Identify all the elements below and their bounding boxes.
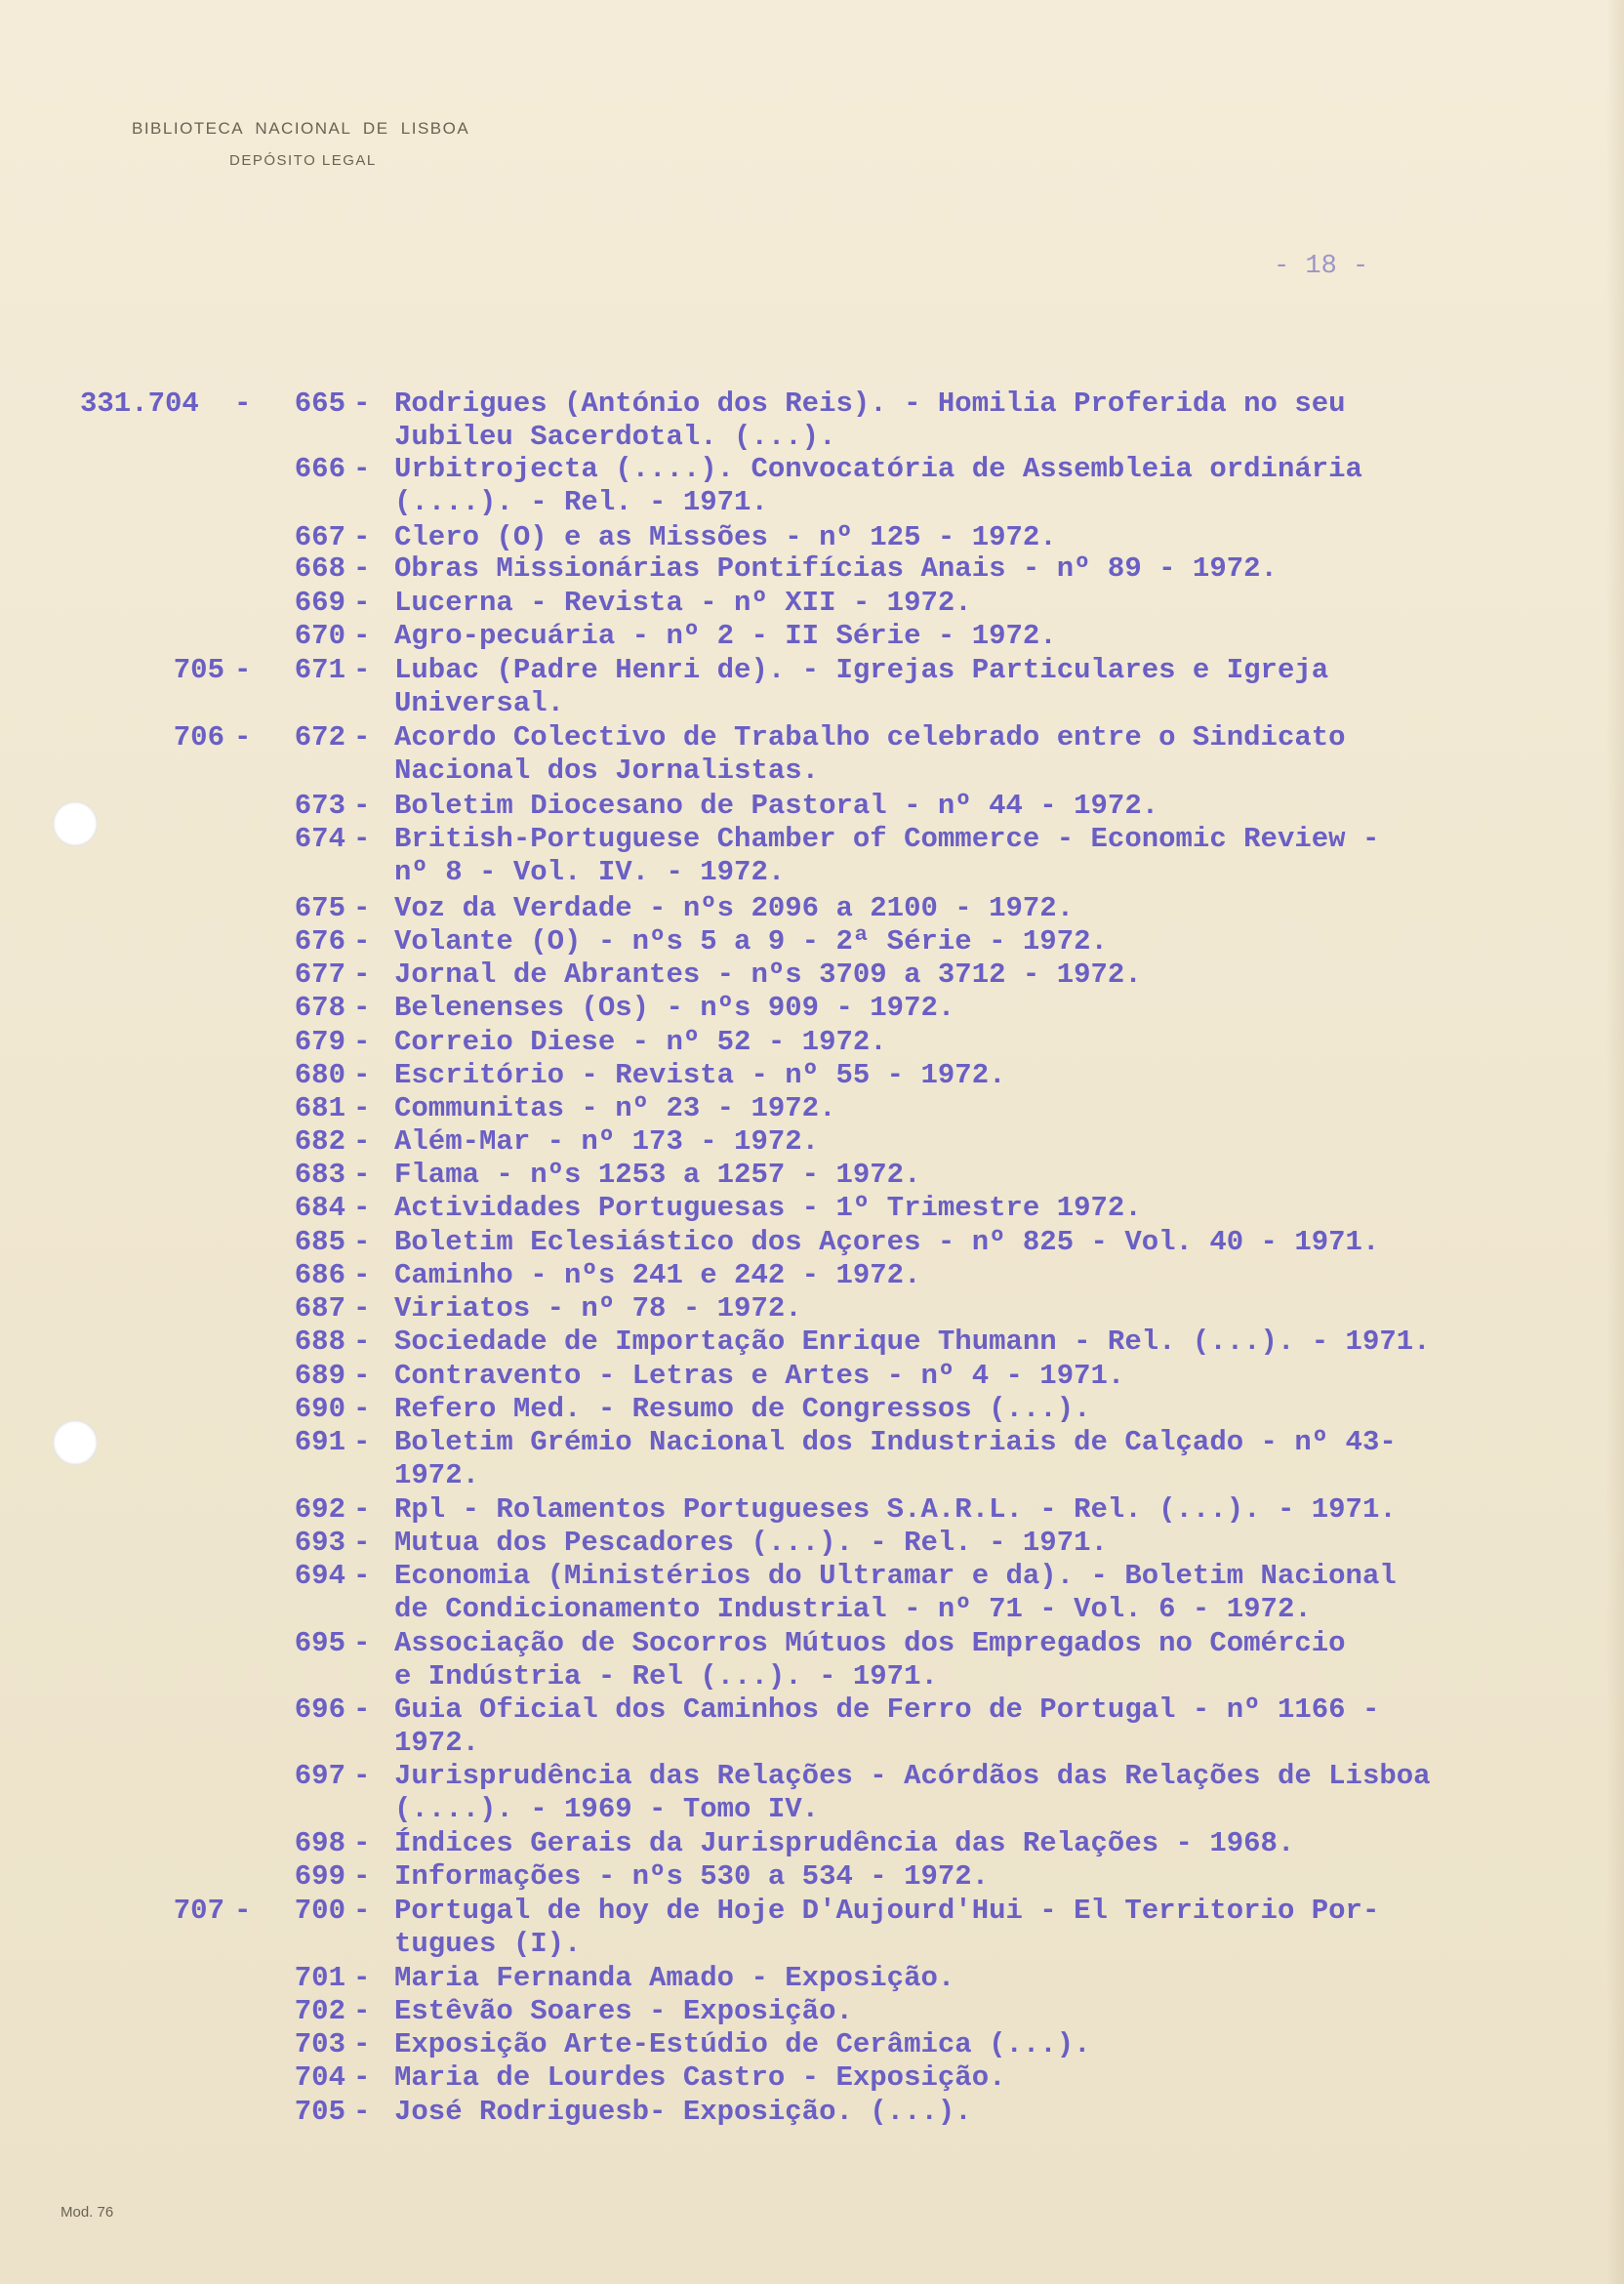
entry-dash: - (353, 1226, 371, 1258)
entry-text (394, 958, 1561, 992)
entry-number: 691 (294, 1426, 345, 1458)
entry-text (394, 1026, 1561, 1059)
entry-text-line: Boletim Grémio Nacional dos Industriais de Calçado - nº 43- (394, 1426, 1397, 1458)
entry-number: 681 (294, 1092, 345, 1124)
entry-text (394, 1192, 1561, 1225)
entry-text-line: Jubileu Sacerdotal. (...). (394, 421, 836, 453)
entry-dash: - (353, 721, 371, 754)
entry-number: 693 (294, 1527, 345, 1559)
entry-number: 668 (294, 552, 345, 585)
entry-number: 703 (294, 2028, 345, 2060)
entry-dash: - (353, 2061, 371, 2094)
entry-text (394, 1226, 1561, 1259)
classification-dash: - (234, 387, 252, 420)
entry-dash: - (353, 992, 371, 1024)
entry-text (394, 1693, 1561, 1760)
entry-text-line: Caminho - nºs 241 e 242 - 1972. (394, 1259, 921, 1291)
entry-text-line: Associação de Socorros Mútuos dos Empregados no Comércio (394, 1627, 1346, 1659)
entry-dash: - (353, 1426, 371, 1458)
entry-number: 695 (294, 1627, 345, 1659)
entry-number: 680 (294, 1059, 345, 1091)
entry-number: 671 (294, 654, 345, 686)
entry-dash: - (353, 1326, 371, 1358)
entry-text-line: Além-Mar - nº 173 - 1972. (394, 1125, 820, 1158)
entry-number: 684 (294, 1192, 345, 1224)
entry-number: 704 (294, 2061, 345, 2094)
entry-number: 673 (294, 790, 345, 822)
entry-text (394, 992, 1561, 1025)
entry-text-line: Correio Diese - nº 52 - 1972. (394, 1026, 887, 1058)
entry-text-line: Belenenses (Os) - nºs 909 - 1972. (394, 992, 955, 1024)
entry-text (394, 1895, 1561, 1961)
entry-text-line: British-Portuguese Chamber of Commerce - Economic Review - (394, 823, 1380, 855)
entry-text-line: Agro-pecuária - nº 2 - II Série - 1972. (394, 620, 1057, 652)
entry-text (394, 2061, 1561, 2095)
entry-text-line: Boletim Diocesano de Pastoral - nº 44 - 1972. (394, 790, 1159, 822)
sub-number-dash: - (234, 654, 252, 686)
entry-dash: - (353, 1360, 371, 1392)
entry-dash: - (353, 1092, 371, 1124)
entry-dash: - (353, 1560, 371, 1592)
entry-dash: - (353, 1860, 371, 1893)
entry-text-line: Jurisprudência das Relações - Acórdãos das Relações de Lisboa (394, 1760, 1431, 1792)
entry-text (394, 1760, 1561, 1826)
entry-dash: - (353, 892, 371, 924)
entry-number: 699 (294, 1860, 345, 1893)
entry-text (394, 387, 1561, 454)
entry-text-line: Maria Fernanda Amado - Exposição. (394, 1962, 955, 1994)
entry-dash: - (353, 521, 371, 553)
entry-dash: - (353, 1527, 371, 1559)
entry-dash: - (353, 1292, 371, 1325)
entry-text (394, 925, 1561, 958)
entry-dash: - (353, 1259, 371, 1291)
entry-text-line: Mutua dos Pescadores (...). - Rel. - 1971. (394, 1527, 1108, 1559)
entry-text (394, 790, 1561, 823)
entry-text (394, 1493, 1561, 1527)
entry-dash: - (353, 823, 371, 855)
entry-number: 675 (294, 892, 345, 924)
entry-text (394, 1426, 1561, 1492)
entry-number: 667 (294, 521, 345, 553)
entry-number: 688 (294, 1326, 345, 1358)
entry-text (394, 587, 1561, 620)
entry-dash: - (353, 1827, 371, 1859)
entry-text-line: Escritório - Revista - nº 55 - 1972. (394, 1059, 1006, 1091)
entry-dash: - (353, 2096, 371, 2128)
entry-text-line: Voz da Verdade - nºs 2096 a 2100 - 1972. (394, 892, 1075, 924)
entry-text (394, 1326, 1561, 1359)
entry-text (394, 1827, 1561, 1860)
entry-text-line: Universal. (394, 687, 565, 719)
entry-dash: - (353, 654, 371, 686)
entry-text-line: Volante (O) - nºs 5 a 9 - 2ª Série - 1972. (394, 925, 1108, 958)
entry-number: 672 (294, 721, 345, 754)
entry-text (394, 1292, 1561, 1326)
entry-dash: - (353, 1995, 371, 2027)
sub-number-dash: - (234, 721, 252, 754)
entry-text (394, 1860, 1561, 1894)
entry-dash: - (353, 958, 371, 991)
entry-dash: - (353, 1393, 371, 1425)
entry-text (394, 1159, 1561, 1192)
entry-text (394, 453, 1561, 519)
library-header: BIBLIOTECA NACIONAL DE LISBOA (132, 119, 470, 138)
entry-text (394, 2096, 1561, 2129)
entry-number: 665 (294, 387, 345, 420)
entry-number: 690 (294, 1393, 345, 1425)
entry-number: 696 (294, 1693, 345, 1726)
entry-text (394, 1560, 1561, 1626)
entry-text (394, 823, 1561, 889)
entry-text (394, 1259, 1561, 1292)
entry-number: 697 (294, 1760, 345, 1792)
entry-text-line: Rpl - Rolamentos Portugueses S.A.R.L. - Rel. (...). - 1971. (394, 1493, 1397, 1526)
entry-text-line: José Rodriguesb- Exposição. (...). (394, 2096, 972, 2128)
entry-text-line: Contravento - Letras e Artes - nº 4 - 1971. (394, 1360, 1125, 1392)
entry-number: 701 (294, 1962, 345, 1994)
entry-text (394, 1527, 1561, 1560)
entry-text-line: tugues (I). (394, 1928, 582, 1960)
entry-number: 692 (294, 1493, 345, 1526)
entry-dash: - (353, 387, 371, 420)
entry-number: 694 (294, 1560, 345, 1592)
entry-dash: - (353, 453, 371, 485)
entry-text-line: Lubac (Padre Henri de). - Igrejas Particulares e Igreja (394, 654, 1329, 686)
entry-number: 674 (294, 823, 345, 855)
entry-text-line: Índices Gerais da Jurisprudência das Relações - 1968. (394, 1827, 1295, 1859)
entry-sub-number: 707 (173, 1895, 224, 1927)
entry-number: 666 (294, 453, 345, 485)
entry-text (394, 1125, 1561, 1159)
entry-dash: - (353, 1192, 371, 1224)
entry-text-line: Clero (O) e as Missões - nº 125 - 1972. (394, 521, 1057, 553)
entry-number: 679 (294, 1026, 345, 1058)
entry-dash: - (353, 1125, 371, 1158)
entry-text-line: Lucerna - Revista - nº XII - 1972. (394, 587, 972, 619)
entry-dash: - (353, 790, 371, 822)
entry-text-line: Portugal de hoy de Hoje D'Aujourd'Hui - El Territorio Por- (394, 1895, 1380, 1927)
entry-text-line: Maria de Lourdes Castro - Exposição. (394, 2061, 1006, 2094)
sub-number-dash: - (234, 1895, 252, 1927)
entry-text-line: Boletim Eclesiástico dos Açores - nº 825 - Vol. 40 - 1971. (394, 1226, 1380, 1258)
entry-dash: - (353, 1026, 371, 1058)
entry-text (394, 1360, 1561, 1393)
entry-sub-number: 705 (173, 654, 224, 686)
entry-number: 676 (294, 925, 345, 958)
entry-text-line: Actividades Portuguesas - 1º Trimestre 1972. (394, 1192, 1142, 1224)
entry-number: 670 (294, 620, 345, 652)
entry-dash: - (353, 552, 371, 585)
entry-number: 677 (294, 958, 345, 991)
entry-number: 678 (294, 992, 345, 1024)
entry-number: 698 (294, 1827, 345, 1859)
entry-text-line: Estêvão Soares - Exposição. (394, 1995, 853, 2027)
entry-text (394, 892, 1561, 925)
entry-text-line: Jornal de Abrantes - nºs 3709 a 3712 - 1972. (394, 958, 1142, 991)
entry-text-line: Urbitrojecta (....). Convocatória de Assembleia ordinária (394, 453, 1362, 485)
department-header: DEPÓSITO LEGAL (229, 152, 377, 169)
entry-text-line: Flama - nºs 1253 a 1257 - 1972. (394, 1159, 921, 1191)
entry-number: 705 (294, 2096, 345, 2128)
entry-number: 682 (294, 1125, 345, 1158)
entry-dash: - (353, 1760, 371, 1792)
entry-text-line: Sociedade de Importação Enrique Thumann - Rel. (...). - 1971. (394, 1326, 1431, 1358)
entry-text-line: Communitas - nº 23 - 1972. (394, 1092, 836, 1124)
entry-classification: 331.704 (80, 387, 199, 420)
page-number: - 18 - (1274, 252, 1369, 281)
entry-number: 689 (294, 1360, 345, 1392)
entry-text-line: Rodrigues (António dos Reis). - Homilia Proferida no seu (394, 387, 1346, 420)
entry-number: 686 (294, 1259, 345, 1291)
entry-text (394, 620, 1561, 653)
entry-number: 700 (294, 1895, 345, 1927)
entry-text-line: e Indústria - Rel (...). - 1971. (394, 1660, 938, 1693)
entry-number: 683 (294, 1159, 345, 1191)
entry-dash: - (353, 587, 371, 619)
entry-text-line: de Condicionamento Industrial - nº 71 - Vol. 6 - 1972. (394, 1593, 1312, 1625)
entry-dash: - (353, 2028, 371, 2060)
entry-text (394, 654, 1561, 720)
entry-text-line: Exposição Arte-Estúdio de Cerâmica (...). (394, 2028, 1091, 2060)
entry-text (394, 2028, 1561, 2061)
entry-dash: - (353, 620, 371, 652)
entry-text-line: (....). - Rel. - 1971. (394, 486, 768, 518)
entry-text-line: Economia (Ministérios do Ultramar e da). - Boletim Nacional (394, 1560, 1397, 1592)
entry-number: 702 (294, 1995, 345, 2027)
entry-text (394, 1393, 1561, 1426)
entry-text-line: 1972. (394, 1727, 480, 1759)
entry-text (394, 1059, 1561, 1092)
entry-dash: - (353, 1895, 371, 1927)
entry-dash: - (353, 1627, 371, 1659)
entry-text-line: Informações - nºs 530 a 534 - 1972. (394, 1860, 990, 1893)
entry-dash: - (353, 1159, 371, 1191)
entry-dash: - (353, 925, 371, 958)
entry-text-line: Obras Missionárias Pontifícias Anais - nº 89 - 1972. (394, 552, 1278, 585)
entry-dash: - (353, 1693, 371, 1726)
entry-text-line: Acordo Colectivo de Trabalho celebrado entre o Sindicato (394, 721, 1346, 754)
entry-number: 669 (294, 587, 345, 619)
entry-text-line: (....). - 1969 - Tomo IV. (394, 1793, 820, 1825)
entry-text-line: nº 8 - Vol. IV. - 1972. (394, 856, 786, 888)
entry-text (394, 1627, 1561, 1693)
entry-dash: - (353, 1493, 371, 1526)
entry-text (394, 521, 1561, 554)
entry-number: 685 (294, 1226, 345, 1258)
entry-dash: - (353, 1059, 371, 1091)
entry-text (394, 1995, 1561, 2028)
entry-text-line: 1972. (394, 1459, 480, 1491)
entry-text-line: Nacional dos Jornalistas. (394, 755, 820, 787)
entry-text (394, 721, 1561, 788)
entry-sub-number: 706 (173, 721, 224, 754)
entry-text (394, 1962, 1561, 1995)
entry-text-line: Viriatos - nº 78 - 1972. (394, 1292, 802, 1325)
form-code: Mod. 76 (61, 2204, 114, 2221)
entry-text-line: Refero Med. - Resumo de Congressos (...). (394, 1393, 1091, 1425)
entry-number: 687 (294, 1292, 345, 1325)
entry-text-line: Guia Oficial dos Caminhos de Ferro de Portugal - nº 1166 - (394, 1693, 1380, 1726)
entry-dash: - (353, 1962, 371, 1994)
entry-text (394, 1092, 1561, 1125)
entry-text (394, 552, 1561, 586)
